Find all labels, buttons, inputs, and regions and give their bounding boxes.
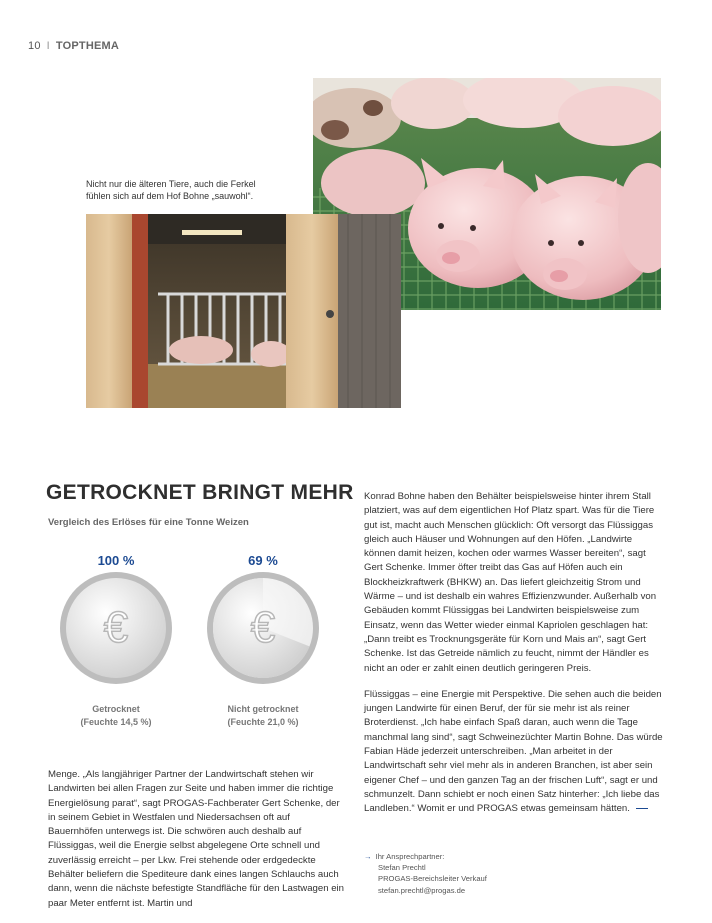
chart-subtitle: Vergleich des Erlöses für eine Tonne Weizen (48, 517, 249, 528)
article-column-right (364, 490, 664, 829)
stall-photo (86, 214, 401, 408)
contact-heading: Ihr Ansprechpartner: (375, 852, 445, 861)
comparison-pie-chart (40, 560, 340, 700)
category-sublabel: (Feuchte 14,5 %) (80, 717, 152, 727)
header-separator: I (46, 40, 50, 52)
euro-icon: € (250, 603, 276, 652)
page-header (28, 40, 119, 52)
article-paragraph: Konrad Bohne haben den Behälter beispielsweise hinter ihrem Stall platziert, was auf dem eigentlichen Hof Platz spart. Was für die Tiere gut ist, macht auch Menschen glücklich: Oft versorgt das Flüssiggas gleich auch Häuser und Wohnungen auf den Höfen. „Landwirte können damit heizen, kochen oder warmes Wasser bereiten“, sagt Gert Schenke. Immer öfter treibt das Gas auf Höfen auch ein Blockheizkraftwerk (BHKW) an. Das liefert gleichzeitig Strom und Wärme – und ist deshalb ein wahres Effizienzwunder. Außerhalb von Gebäuden kommt Flüssiggas bei Landwirten beispielsweise zum Einsatz, wenn das Wetter wieder einmal Kapriolen geschlagen hat: „Dann treibt es Trocknungsgeräte für Korn und Mais an“, sagt Gert Schenke. Ist das Getreide nämlich zu feucht, nimmt der Händler es nicht an oder er zahlt einen deutlich geringeren Preis. (364, 491, 657, 674)
article-column-left (48, 768, 346, 923)
caption-line: fühlen sich auf dem Hof Bohne „sauwohl“. (86, 191, 254, 201)
contact-name: Stefan Prechtl (378, 863, 426, 873)
euro-icon: € (103, 603, 129, 652)
contact-email[interactable]: stefan.prechtl@progas.de (378, 885, 466, 895)
article-paragraph: Flüssiggas – eine Energie mit Perspektive. Die sehen auch die beiden jungen Landwirte für einen Beruf, der für sie mehr ist als reiner Broterdienst. „Ich habe einfach Spaß daran, auch wenn die Tage manchmal lang sind“, sagt Schweinezüchter Martin Bohne. Das würde Fabian Häde jederzeit unterschreiben. „Man arbeitet in der Landwirtschaft sehr viel mehr als in anderen Branchen, ist aber sein eigener Chef – und den ganzen Tag an der frischen Luft“, sagt er und schmunzelt. Dann schiebt er noch einen Satz hinterher: „Ich liebe das Landleben.“ Womit er und PROGAS etwas gemeinsam hätten. (364, 688, 663, 815)
page-number: 10 (28, 40, 41, 52)
chart-title: GETROCKNET BRINGT MEHR (46, 481, 354, 504)
contact-role: PROGAS-Bereichsleiter Verkauf (378, 874, 487, 884)
end-mark-icon (636, 808, 648, 809)
contact-box (364, 851, 487, 896)
pie-not-dried (207, 572, 319, 684)
chart-label-not-dried (193, 703, 333, 729)
value-label-dried: 100 % (97, 553, 135, 568)
category-label: Getrocknet (92, 704, 140, 714)
caption-line: Nicht nur die älteren Tiere, auch die Ferkel (86, 179, 256, 189)
value-label-not-dried: 69 % (248, 553, 278, 568)
chart-label-dried (46, 703, 186, 729)
photo-caption (86, 178, 306, 202)
article-paragraph: Menge. „Als langjähriger Partner der Landwirtschaft stehen wir Landwirten bei allen Fragen zur Seite und haben immer die richtige Energielösung parat“, sagt PROGAS-Fachberater Gert Schenke, der in seinem Gebiet in Westfalen und Niedersachsen oft auf Bauernhöfen unterwegs ist. Die schwören auch deshalb auf Flüssiggas, weil die Energie selbst abgelegene Orte schnell und zuverlässig erreicht – per Lkw. Frei stehende oder erdgedeckte Behälter beliefern die Spediteure dank eines langen Schlauchs auch dann, wenn die nächste befestigte Standfläche für den Lastwagen ein paar Meter entfernt ist. Martin und (48, 769, 345, 909)
category-sublabel: (Feuchte 21,0 %) (227, 717, 299, 727)
section-label: TOPTHEMA (55, 40, 120, 52)
category-label: Nicht getrocknet (227, 704, 299, 714)
pie-dried (60, 572, 172, 684)
article-paragraph-last (364, 688, 664, 817)
arrow-right-icon: → (364, 852, 372, 861)
